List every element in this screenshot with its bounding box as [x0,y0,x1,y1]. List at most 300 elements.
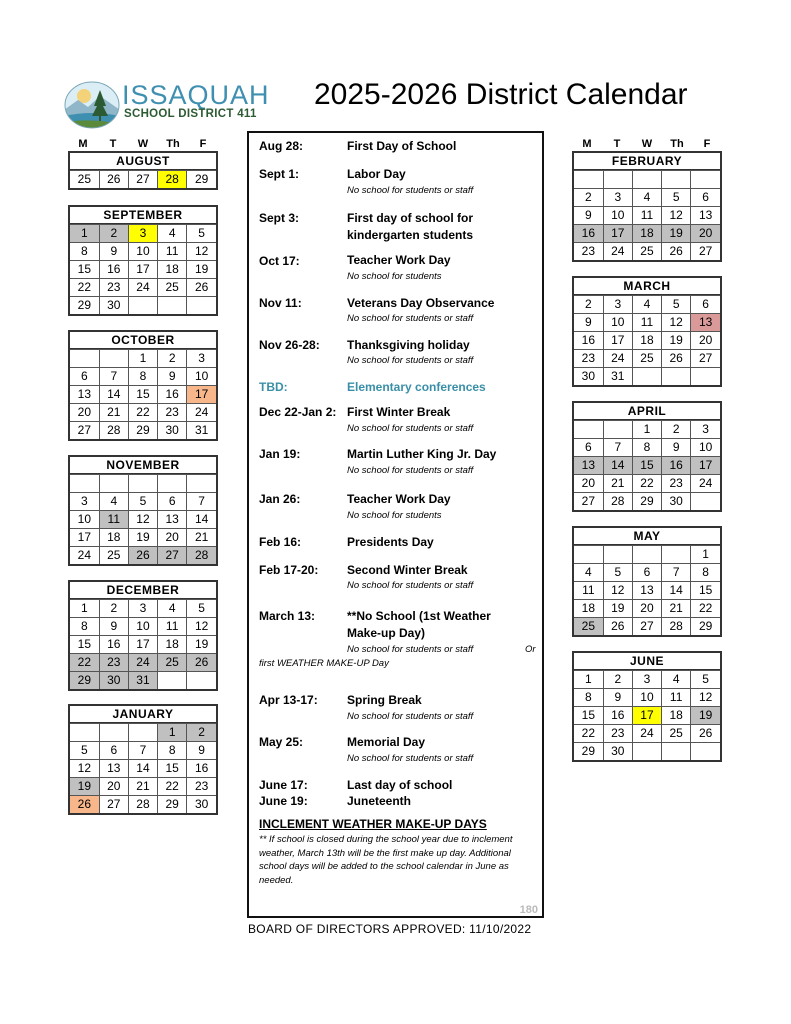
day-cell: 16 [158,386,187,404]
event-date: Nov 11: [259,296,302,310]
day-cell: 10 [128,618,157,636]
month-march [572,276,722,387]
day-cell: 12 [662,207,691,225]
event-date: Feb 16: [259,535,302,549]
month-name: APRIL [574,403,720,420]
week-row [70,422,216,440]
day-cell: 2 [574,296,603,314]
month-name: OCTOBER [70,332,216,349]
day-cell: 3 [603,296,632,314]
event-date: March 13: [259,609,316,623]
month-august [68,151,218,190]
day-cell: 18 [574,600,603,618]
month-grid [574,545,720,635]
week-row [574,618,720,636]
day-cell: 18 [158,636,187,654]
day-cell: 24 [128,654,157,672]
week-row [574,368,720,386]
empty-cell [128,297,157,315]
day-cell: 5 [70,742,99,760]
day-cell: 13 [99,760,128,778]
event-name: Martin Luther King Jr. Day [347,447,497,461]
day-cell: 20 [632,600,661,618]
day-cell: 22 [70,654,99,672]
week-row [70,297,216,315]
day-cell: 18 [158,261,187,279]
day-cell: 28 [128,796,157,814]
event-note: No school for students or staff [347,423,474,434]
month-name: JUNE [574,653,720,670]
day-cell: 22 [70,279,99,297]
day-cell: 29 [128,422,157,440]
month-name: MAY [574,528,720,545]
day-cell: 10 [691,439,720,457]
event-note: No school for students or staff [347,313,474,324]
school-day-count: 180 [519,904,538,916]
event-name: Last day of school [347,778,453,792]
day-cell: 15 [691,582,720,600]
day-cell: 28 [662,618,691,636]
day-cell: 3 [128,600,157,618]
day-cell: 26 [187,654,216,672]
day-cell: 7 [662,564,691,582]
day-cell: 2 [662,421,691,439]
week-row [574,314,720,332]
day-cell: 26 [662,350,691,368]
day-cell: 19 [70,778,99,796]
day-cell: 6 [158,493,187,511]
week-row [70,261,216,279]
event-name: Second Winter Break [347,563,468,577]
empty-cell [99,350,128,368]
day-cell: 24 [632,725,661,743]
day-cell: 12 [128,511,157,529]
day-cell: 17 [603,332,632,350]
day-cell: 6 [70,368,99,386]
event-note: No school for students [347,510,442,521]
weekday-label: Th [670,138,684,150]
day-cell: 15 [632,457,661,475]
month-grid [70,723,216,813]
day-cell: 15 [70,261,99,279]
day-cell: 16 [603,707,632,725]
day-cell: 29 [632,493,661,511]
day-cell: 15 [70,636,99,654]
week-row [70,760,216,778]
event-note-or: Or [525,644,536,655]
month-september [68,205,218,316]
day-cell: 28 [158,171,187,189]
day-cell: 9 [99,618,128,636]
day-cell: 3 [128,225,157,243]
day-cell: 23 [574,350,603,368]
day-cell: 29 [574,743,603,761]
empty-cell [691,171,720,189]
day-cell: 17 [128,261,157,279]
empty-cell [187,297,216,315]
month-grid [70,224,216,314]
day-cell: 15 [128,386,157,404]
day-cell: 18 [632,332,661,350]
day-cell: 16 [662,457,691,475]
event-note: No school for students [347,271,442,282]
day-cell: 26 [70,796,99,814]
day-cell: 3 [632,671,661,689]
day-cell: 23 [574,243,603,261]
event-note: No school for students or staff [347,580,474,591]
week-row [574,350,720,368]
day-cell: 28 [603,493,632,511]
week-row [574,671,720,689]
day-cell: 31 [128,672,157,690]
day-cell: 19 [128,529,157,547]
event-date: Feb 17-20: [259,563,319,577]
empty-cell [662,368,691,386]
day-cell: 27 [691,243,720,261]
event-name: Spring Break [347,693,422,707]
day-cell: 30 [662,493,691,511]
event-note: No school for students or staff [347,753,474,764]
week-row [70,171,216,189]
event-date: Aug 28: [259,139,304,153]
day-cell: 13 [632,582,661,600]
week-row [574,707,720,725]
week-row [574,564,720,582]
week-row [574,457,720,475]
month-grid [70,474,216,564]
day-cell: 2 [574,189,603,207]
event-date: May 25: [259,735,304,749]
day-cell: 23 [662,475,691,493]
day-cell: 23 [158,404,187,422]
week-row [574,725,720,743]
month-name: JANUARY [70,706,216,723]
day-cell: 27 [158,547,187,565]
day-cell: 25 [70,171,99,189]
day-cell: 6 [632,564,661,582]
day-cell: 25 [158,279,187,297]
day-cell: 17 [603,225,632,243]
day-cell: 30 [99,672,128,690]
day-cell: 26 [662,243,691,261]
day-cell: 9 [662,439,691,457]
day-cell: 10 [70,511,99,529]
day-cell: 13 [691,314,720,332]
empty-cell [662,171,691,189]
day-cell: 22 [632,475,661,493]
day-cell: 26 [99,171,128,189]
day-cell: 11 [99,511,128,529]
day-cell: 7 [99,368,128,386]
day-cell: 15 [574,707,603,725]
month-name: DECEMBER [70,582,216,599]
empty-cell [632,368,661,386]
day-cell: 4 [632,189,661,207]
empty-cell [632,546,661,564]
day-cell: 18 [632,225,661,243]
month-november [68,455,218,566]
week-row [70,225,216,243]
weekday-label: W [137,138,149,150]
day-cell: 5 [603,564,632,582]
day-cell: 12 [70,760,99,778]
day-cell: 25 [662,725,691,743]
day-cell: 31 [603,368,632,386]
month-february [572,151,722,262]
day-cell: 21 [99,404,128,422]
inclement-title: INCLEMENT WEATHER MAKE-UP DAYS [259,817,487,831]
logo-emblem-icon [64,80,120,130]
day-cell: 30 [603,743,632,761]
day-cell: 8 [70,618,99,636]
day-cell: 21 [662,600,691,618]
day-cell: 10 [603,314,632,332]
day-cell: 12 [603,582,632,600]
day-cell: 22 [574,725,603,743]
day-cell: 29 [70,672,99,690]
empty-cell [158,297,187,315]
events-panel [247,131,544,918]
day-cell: 19 [691,707,720,725]
empty-cell [128,475,157,493]
day-cell: 25 [574,618,603,636]
day-cell: 29 [158,796,187,814]
empty-cell [691,368,720,386]
empty-cell [603,421,632,439]
day-cell: 11 [632,314,661,332]
right-weekday-header [572,138,722,152]
day-cell: 20 [99,778,128,796]
empty-cell [662,546,691,564]
inclement-text: ** If school is closed during the school year due to inclement weather, March 13th will be the first make up day. Additional school days will be added to the school calendar in June as needed. [259,834,513,886]
event-note: No school for students or staff [347,644,474,655]
day-cell: 12 [662,314,691,332]
event-name: Labor Day [347,167,406,181]
empty-cell [574,421,603,439]
week-row [70,778,216,796]
week-row [70,547,216,565]
day-cell: 25 [632,350,661,368]
day-cell: 1 [574,671,603,689]
day-cell: 20 [691,332,720,350]
day-cell: 6 [691,189,720,207]
day-cell: 27 [70,422,99,440]
day-cell: 10 [128,243,157,261]
month-grid [574,295,720,385]
weekday-label: Th [166,138,180,150]
day-cell: 16 [99,261,128,279]
event-name: Teacher Work Day [347,492,451,506]
week-row [574,493,720,511]
day-cell: 13 [70,386,99,404]
week-row [70,724,216,742]
event-note: No school for students or staff [347,465,474,476]
day-cell: 9 [158,368,187,386]
day-cell: 5 [662,296,691,314]
event-date: June 17: [259,778,308,792]
day-cell: 19 [662,225,691,243]
week-row [70,600,216,618]
day-cell: 18 [662,707,691,725]
day-cell: 22 [158,778,187,796]
week-row [574,600,720,618]
day-cell: 23 [99,654,128,672]
week-row [574,439,720,457]
day-cell: 23 [603,725,632,743]
week-row [70,368,216,386]
event-name: Juneteenth [347,794,412,808]
day-cell: 13 [574,457,603,475]
day-cell: 11 [158,618,187,636]
day-cell: 29 [691,618,720,636]
day-cell: 16 [99,636,128,654]
day-cell: 22 [691,600,720,618]
day-cell: 3 [603,189,632,207]
week-row [574,243,720,261]
month-april [572,401,722,512]
week-row [574,743,720,761]
day-cell: 1 [128,350,157,368]
day-cell: 11 [158,243,187,261]
weekday-label: T [109,138,117,150]
day-cell: 8 [691,564,720,582]
day-cell: 28 [187,547,216,565]
day-cell: 11 [632,207,661,225]
day-cell: 21 [187,529,216,547]
weekday-label: F [199,138,207,150]
day-cell: 29 [187,171,216,189]
empty-cell [574,546,603,564]
week-row [70,529,216,547]
empty-cell [70,475,99,493]
empty-cell [691,493,720,511]
day-cell: 27 [99,796,128,814]
week-row [574,296,720,314]
week-row [70,350,216,368]
day-cell: 1 [70,225,99,243]
day-cell: 5 [187,225,216,243]
day-cell: 14 [99,386,128,404]
day-cell: 4 [574,564,603,582]
month-december [68,580,218,691]
day-cell: 26 [603,618,632,636]
empty-cell [632,743,661,761]
day-cell: 13 [158,511,187,529]
day-cell: 8 [70,243,99,261]
day-cell: 1 [158,724,187,742]
day-cell: 2 [603,671,632,689]
week-row [70,636,216,654]
day-cell: 19 [662,332,691,350]
event-date: Nov 26-28: [259,338,320,352]
day-cell: 27 [128,171,157,189]
week-row [574,207,720,225]
week-row [70,475,216,493]
day-cell: 24 [691,475,720,493]
month-grid [574,170,720,260]
day-cell: 4 [99,493,128,511]
empty-cell [99,724,128,742]
empty-cell [187,475,216,493]
day-cell: 8 [574,689,603,707]
page-title: 2025-2026 District Calendar [314,78,688,111]
day-cell: 14 [187,511,216,529]
day-cell: 16 [574,225,603,243]
event-date: Sept 3: [259,211,300,225]
day-cell: 3 [187,350,216,368]
month-name: SEPTEMBER [70,207,216,224]
event-name: Teacher Work Day [347,253,451,267]
week-row [574,171,720,189]
day-cell: 14 [662,582,691,600]
week-row [70,654,216,672]
day-cell: 27 [632,618,661,636]
month-january [68,704,218,815]
empty-cell [603,171,632,189]
day-cell: 17 [187,386,216,404]
day-cell: 22 [128,404,157,422]
day-cell: 4 [158,225,187,243]
month-grid [70,599,216,689]
day-cell: 9 [99,243,128,261]
district-logo [64,80,270,130]
event-date: Dec 22-Jan 2: [259,405,337,419]
event-name: Veterans Day Observance [347,296,495,310]
day-cell: 31 [187,422,216,440]
day-cell: 4 [632,296,661,314]
day-cell: 24 [187,404,216,422]
day-cell: 26 [187,279,216,297]
week-row [70,493,216,511]
day-cell: 12 [187,243,216,261]
day-cell: 7 [603,439,632,457]
week-row [574,225,720,243]
empty-cell [99,475,128,493]
day-cell: 26 [128,547,157,565]
day-cell: 17 [70,529,99,547]
event-note: No school for students or staff [347,355,474,366]
day-cell: 28 [99,422,128,440]
event-date: June 19: [259,794,308,808]
empty-cell [70,724,99,742]
left-weekday-header [68,138,218,152]
day-cell: 12 [187,618,216,636]
day-cell: 12 [691,689,720,707]
month-grid [70,349,216,439]
day-cell: 9 [603,689,632,707]
event-note-continued: first WEATHER MAKE-UP Day [259,658,389,669]
day-cell: 25 [99,547,128,565]
empty-cell [632,171,661,189]
day-cell: 15 [158,760,187,778]
empty-cell [691,743,720,761]
day-cell: 24 [603,243,632,261]
day-cell: 1 [632,421,661,439]
day-cell: 11 [574,582,603,600]
day-cell: 10 [632,689,661,707]
day-cell: 17 [691,457,720,475]
day-cell: 6 [691,296,720,314]
day-cell: 10 [603,207,632,225]
day-cell: 23 [187,778,216,796]
day-cell: 30 [574,368,603,386]
month-name: MARCH [574,278,720,295]
day-cell: 1 [70,600,99,618]
day-cell: 27 [691,350,720,368]
day-cell: 14 [128,760,157,778]
day-cell: 1 [691,546,720,564]
day-cell: 6 [574,439,603,457]
